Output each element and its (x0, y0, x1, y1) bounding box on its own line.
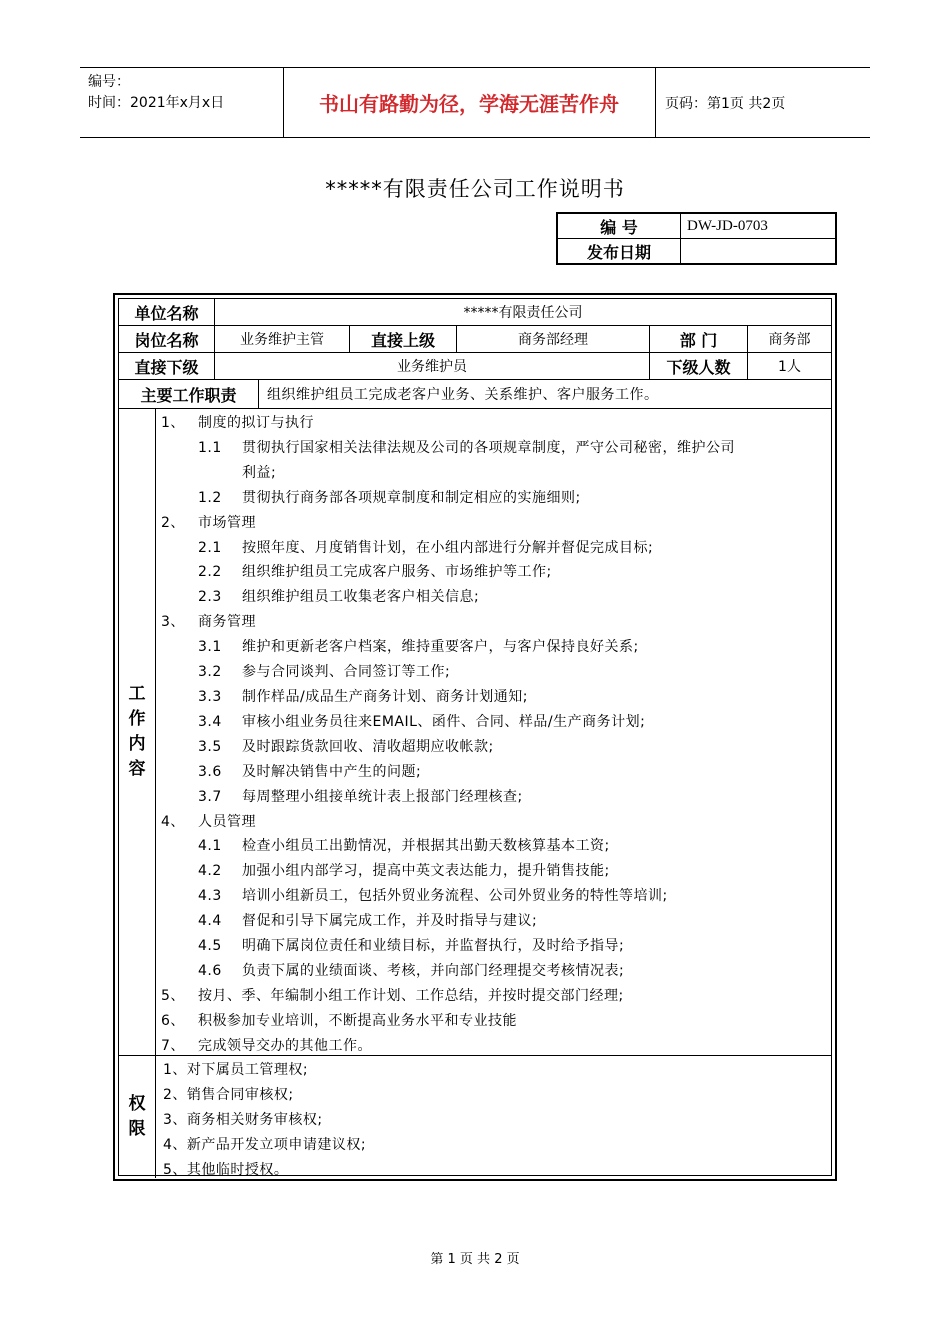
dept-value: 商务部 (747, 326, 831, 352)
work-item: 3、 商务管理 (161, 614, 256, 631)
number-label: 编 号 (557, 213, 681, 239)
work-item: 3.3 制作样品/成品生产商务计划、商务计划通知; (198, 688, 528, 705)
work-item: 4.4 督促和引导下属完成工作，并及时指导与建议; (198, 913, 538, 930)
number-value: DW-JD-0703 (681, 213, 837, 239)
superior-label: 直接上级 (349, 326, 456, 352)
authority-label: 权 限 (119, 1056, 156, 1178)
position-label: 岗位名称 (134, 330, 199, 350)
subordinate-value: 业务维护员 (214, 353, 649, 379)
page-header (80, 67, 870, 138)
superior-value: 商务部经理 (456, 326, 649, 352)
unit-label: 单位名称 (134, 303, 199, 323)
work-item: 3.6 及时解决销售中产生的问题; (198, 763, 422, 780)
work-item: 4.3 培训小组新员工，包括外贸业务流程、公司外贸业务的特性等培训; (198, 888, 668, 905)
duty-label: 主要工作职责 (140, 385, 237, 405)
work-item: 2.2 组织维护组员工完成客户服务、市场维护等工作; (198, 564, 552, 581)
authority-item: 1、对下属员工管理权; (163, 1062, 309, 1078)
authority-item: 3、商务相关财务审核权; (163, 1111, 323, 1128)
duty-value: 组织维护组员工完成老客户业务、关系维护、客户服务工作。 (258, 380, 831, 408)
work-item: 5、 按月、季、年编制小组工作计划、工作总结，并按时提交部门经理; (161, 987, 624, 1004)
work-item: 利益; (242, 464, 277, 481)
authority-item: 2、销售合同审核权; (163, 1086, 294, 1103)
work-item: 1、 制度的拟订与执行 (161, 415, 314, 431)
work-item: 4、 人员管理 (161, 813, 256, 830)
authority-item: 4、新产品开发立项申请建议权; (163, 1136, 367, 1153)
work-item: 2.3 组织维护组员工收集老客户相关信息; (198, 589, 480, 606)
date-label: 发布日期 (557, 239, 681, 265)
work-item: 4.1 检查小组员工出勤情况，并根据其出勤天数核算基本工资; (198, 838, 610, 855)
work-item: 3.1 维护和更新老客户档案，维持重要客户，与客户保持良好关系; (198, 639, 639, 656)
unit-value: *****有限责任公司 (214, 299, 831, 325)
motto: 书山有路勤为径，学海无涯苦作舟 (319, 92, 619, 116)
sub-count-value: 1人 (747, 353, 831, 379)
sub-count-label: 下级人数 (649, 353, 747, 379)
work-item: 1.2 贯彻执行商务部各项规章制度和制定相应的实施细则; (198, 489, 581, 506)
work-item: 1.1 贯彻执行国家相关法律法规及公司的各项规章制度，严守公司秘密，维护公司 (198, 439, 735, 456)
work-item: 4.5 明确下属岗位责任和业绩目标，并监督执行，及时给予指导; (198, 938, 625, 955)
header-meta (88, 72, 224, 114)
work-item: 2.1 按照年度、月度销售计划，在小组内部进行分解并督促完成目标; (198, 539, 654, 556)
subordinate-row (119, 353, 831, 380)
work-item: 7、 完成领导交办的其他工作。 (161, 1037, 372, 1054)
authority-row (119, 1056, 831, 1178)
work-content-list (161, 411, 825, 1059)
subordinate-label: 直接下级 (134, 357, 199, 377)
document-title: *****有限责任公司工作说明书 (325, 177, 625, 201)
page-info: 页码：第1页 共2页 (665, 95, 786, 112)
work-item: 3.7 每周整理小组接单统计表上报部门经理核查; (198, 788, 523, 805)
unit-row (119, 299, 831, 326)
work-item: 6、 积极参加专业培训，不断提高业务水平和专业技能 (161, 1012, 517, 1029)
work-item: 3.4 审核小组业务员往来EMAIL、函件、合同、样品/生产商务计划; (198, 713, 646, 730)
work-content-row (119, 409, 831, 1056)
work-content-label: 工 作 内 容 (119, 409, 156, 1055)
time-label: 时间：2021年x月x日 (88, 95, 225, 111)
work-item: 4.6 负责下属的业绩面谈、考核，并向部门经理提交考核情况表; (198, 962, 625, 979)
work-item: 3.5 及时跟踪货款回收、清收超期应收帐款; (198, 738, 494, 755)
position-row (119, 326, 831, 353)
position-value: 业务维护主管 (214, 326, 349, 352)
authority-item: 5、其他临时授权。 (163, 1161, 289, 1178)
header-divider (655, 68, 656, 137)
work-item: 3.2 参与合同谈判、合同签订等工作; (198, 664, 451, 681)
duty-row (119, 380, 831, 409)
dept-label: 部 门 (649, 326, 747, 352)
page-footer: 第 1 页 共 2 页 (430, 1252, 520, 1267)
work-item: 4.2 加强小组内部学习，提高中英文表达能力，提升销售技能; (198, 863, 610, 880)
code-label: 编号： (88, 74, 130, 90)
authority-list (163, 1058, 825, 1183)
date-value (681, 239, 837, 265)
code-box (556, 212, 837, 265)
job-description-table (113, 293, 837, 1181)
work-item: 2、 市场管理 (161, 514, 256, 531)
